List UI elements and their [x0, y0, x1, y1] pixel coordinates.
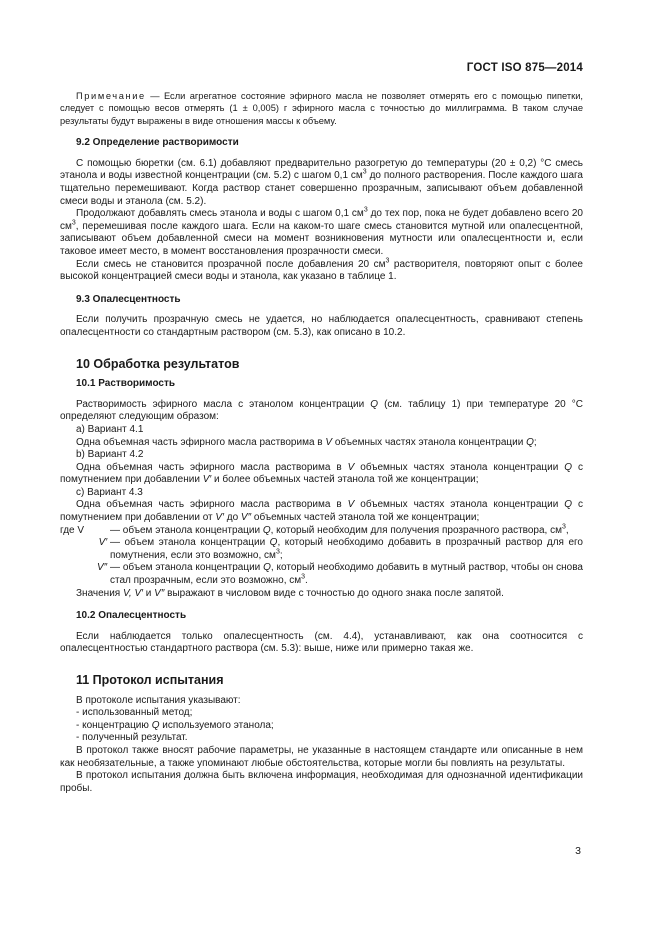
section-10-1-intro: Растворимость эфирного масла с этанолом концентрации Q (см. таблицу 1) при температуре 20 °С определяют следующим образом:	[60, 398, 583, 423]
section-10-2-title: 10.2 Опалесцентность	[76, 610, 187, 622]
where-v-prime: V′ — объем этанола концентрации Q, который необходимо добавить в прозрачный раствор для его помутнения, если это возможно, $см^3$;	[98, 537, 583, 561]
protocol-list-item-method: - использованный метод;	[76, 707, 193, 719]
where-v: где V — объем этанола концентрации Q, который необходим для получения прозрачного раствора, $см^3$,	[60, 523, 569, 536]
variant-c-text: Одна объемная часть эфирного масла растворима в V объемных частях этанола концентрации Q с помутнением при добавлении от V′ до V″ объемных частей этанола той же концентрации;	[60, 499, 584, 524]
section-9-3-para: Если получить прозрачную смесь не удается, но наблюдается опалесцентность, сравнивают степень опалесцентности со стандартным раствором (см. 5.3), как описано в 10.2.	[60, 314, 583, 338]
protocol-para-parameters: В протокол также вносят рабочие параметры, не указанные в настоящем стандарте или описанные в нем как необязательные, а также упоминают любые обстоятельства, которые могли бы повлиять на результаты.	[60, 744, 583, 769]
document-body	[60, 90, 583, 795]
section-10-title: 10 Обработка результатов	[76, 356, 240, 371]
page-number: 3	[575, 845, 581, 857]
section-9-2-para-3: Если смесь не становится прозрачной после добавления 20 $см^3$ растворителя, повторяют опыт с более высокой концентрацией смеси воды и этанола, как указано в таблице 1.	[60, 257, 583, 283]
variant-c-label: c) Вариант 4.3	[76, 486, 143, 498]
protocol-para-identification: В протокол испытания должна быть включена информация, необходимая для однозначной идентификации пробы.	[60, 770, 583, 794]
variant-b-label: b) Вариант 4.2	[76, 449, 144, 461]
variant-a-text: Одна объемная часть эфирного масла растворима в V объемных частях этанола концентрации Q;	[76, 436, 537, 448]
section-9-2-para-1: С помощью бюретки (см. 6.1) добавляют предварительно разогретую до температуры (20 ± 0,2) °С смесь этанола и воды известной концентрации (см. 5.2) с шагом 0,1 $см^3$ до полного растворения. После каждого шага тщательно перемешивают. Когда раствор станет совершенно прозрачным, записывают объем добавленной смеси воды и этанола (см. 5.2).	[60, 157, 583, 207]
values-precision-note: Значения V, V′ и V″ выражают в числовом виде с точностью до одного знака после запятой.	[76, 587, 504, 599]
section-10-2-para: Если наблюдается только опалесцентность (см. 4.4), устанавливают, как она соотносится с опалесцентностью стандартного раствора (см. 5.3): выше, ниже или примерно такая же.	[60, 630, 583, 655]
variant-a-label: a) Вариант 4.1	[76, 423, 144, 435]
where-v-double-prime: V″ — объем этанола концентрации Q, который необходимо добавить в мутный раствор, чтобы он снова стал прозрачным, если это возможно, $см^3$.	[97, 562, 583, 587]
section-9-3-title: 9.3 Опалесцентность	[76, 293, 181, 305]
protocol-list-item-result: - полученный результат.	[76, 732, 188, 744]
note-paragraph: Примечание — Если агрегатное состояние эфирного масла не позволяет отмерять его с помощью пипетки, следует с помощью весов отмерять (1 ± 0,005) г эфирного масла с точностью до миллиграмма. В таком случае результаты будут выражены в виде отношения массы к объему.	[60, 91, 584, 126]
standard-header: ГОСТ ISO 875—2014	[466, 62, 583, 74]
section-11-title: 11 Протокол испытания	[76, 673, 224, 687]
protocol-intro: В протоколе испытания указывают:	[76, 694, 241, 706]
protocol-list-item-concentration: - концентрацию Q используемого этанола;	[76, 719, 274, 731]
section-9-2-para-2: Продолжают добавлять смесь этанола и воды с шагом 0,1 $см^3$ до тех пор, пока не будет добавлено всего 20 $см^3$, перемешивая после каждого шага. Если на каком-то шаге смесь становится мутной или опалесцентной, записывают объем добавленной смеси на момент возникновения мутности или опалесцентности и, если таковое имеет место, в момент восстановления прозрачности смеси.	[60, 206, 583, 257]
note-label: Примечание	[76, 91, 146, 101]
section-10-1-title: 10.1 Растворимость	[76, 378, 176, 390]
variant-b-text: Одна объемная часть эфирного масла растворима в V объемных частях этанола концентрации Q с помутнением при добавлении V′ и более объемных частей этанола той же концентрации;	[60, 461, 584, 486]
note-text: Если агрегатное состояние эфирного масла не позволяет отмерять его с помощью пипетки, следует с помощью весов отмерять (1 ± 0,005) г эфирного масла с точностью до миллиграмма. В таком случае результаты будут выражены в виде отношения массы к объему.	[60, 91, 584, 126]
section-9-2-title: 9.2 Определение растворимости	[76, 137, 239, 149]
